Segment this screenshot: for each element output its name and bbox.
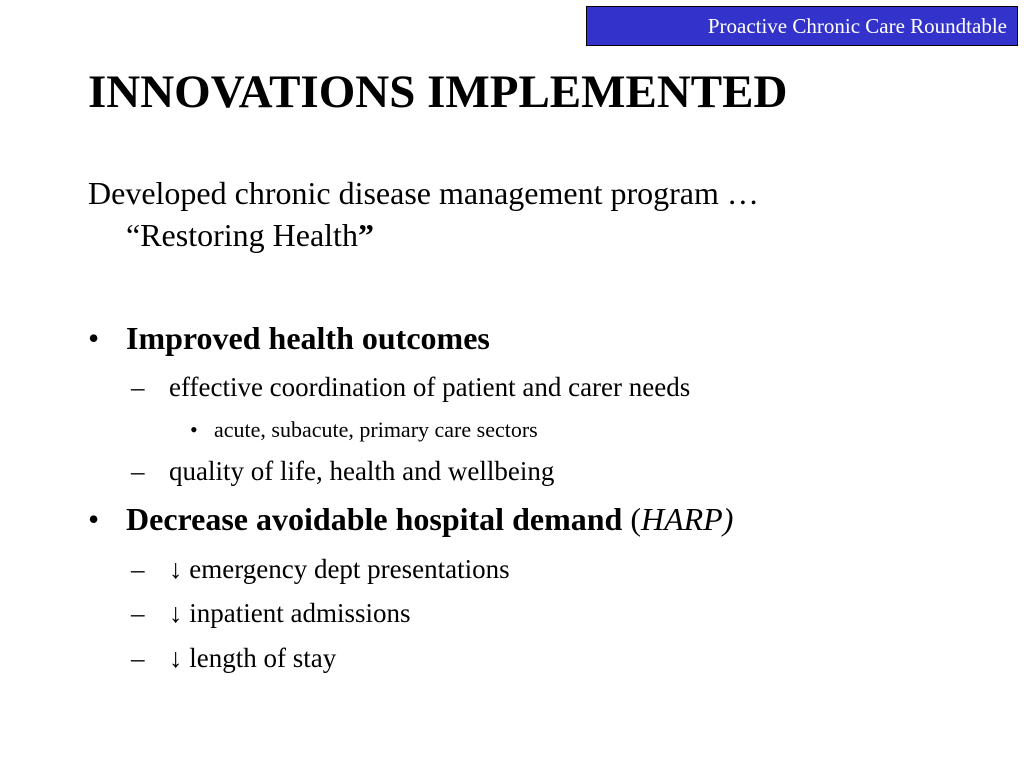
bullet-marker: • [88,501,100,537]
sub-bullet-text: inpatient admissions [189,598,411,628]
down-arrow-icon: ↓ [169,598,183,628]
sub-bullet-length-of-stay [131,643,336,674]
sub-bullet-text: emergency dept presentations [189,554,510,584]
intro-quote: “Restoring Health [126,217,358,253]
dash-marker: – [131,598,145,628]
sub-bullet-text: effective coordination of patient and carer needs [169,372,691,402]
bullet-text: Decrease avoidable hospital demand [126,501,623,537]
sub-bullet-inpatient-admissions [131,598,410,629]
dash-marker: – [131,554,145,584]
paren-open: ( [630,501,641,537]
sub-sub-bullet-sectors [190,417,538,443]
bullet-decrease-demand [88,501,733,538]
dash-marker: – [131,372,145,402]
intro-line-1: Developed chronic disease management program … [88,175,759,211]
intro-quote-close: ” [357,217,374,253]
bullet-marker: • [88,320,100,356]
intro-text [88,172,968,256]
sub-bullet-quality-of-life [131,456,554,487]
header-banner [586,6,1018,46]
sub-bullet-ed-presentations [131,554,510,585]
bullet-text: Improved health outcomes [126,320,490,356]
banner-text: Proactive Chronic Care Roundtable [707,13,1007,38]
bullet-improved-outcomes [88,320,490,357]
harp-note: HARP) [640,501,734,537]
sub-sub-bullet-text: acute, subacute, primary care sectors [214,417,538,442]
down-arrow-icon: ↓ [169,554,183,584]
down-arrow-icon: ↓ [169,643,183,673]
dash-marker: – [131,643,145,673]
sub-bullet-coordination [131,372,690,403]
intro-line-2 [88,214,968,256]
bullet-marker: • [190,417,198,442]
sub-bullet-text: length of stay [189,643,337,673]
dash-marker: – [131,456,145,486]
slide-title: INNOVATIONS IMPLEMENTED [88,66,788,118]
sub-bullet-text: quality of life, health and wellbeing [169,456,555,486]
